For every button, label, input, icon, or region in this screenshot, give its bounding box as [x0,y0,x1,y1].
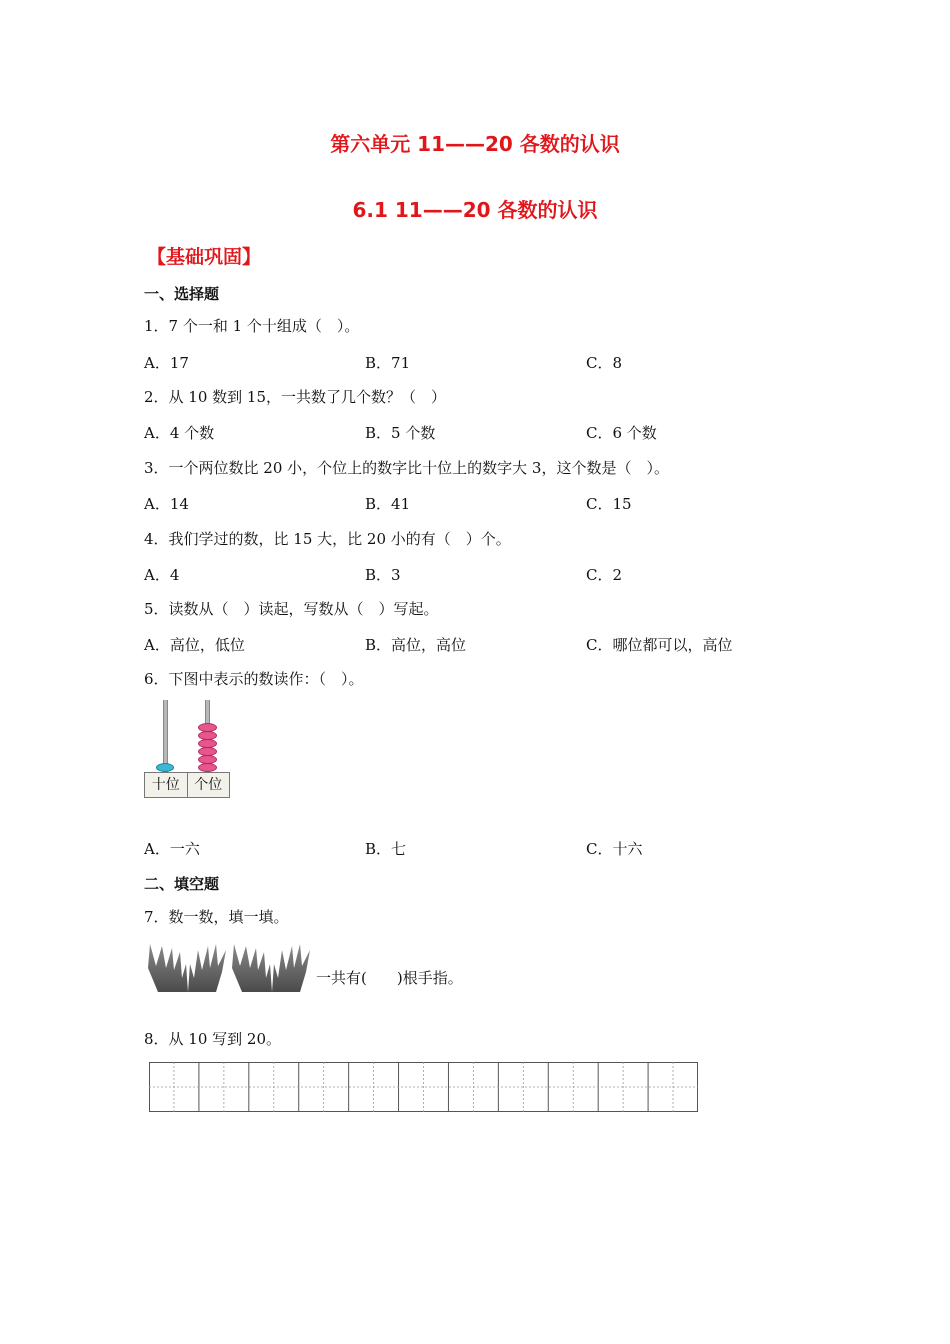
q1-option-c: C．8 [586,354,623,372]
q4-option-c: C．2 [586,566,623,584]
question-7: 7．数一数，填一填。 [144,908,289,926]
q1-option-a: A．17 [144,354,189,372]
q6-option-c: C．十六 [586,840,643,858]
ones-bead [198,755,217,764]
abacus-figure [144,700,230,798]
question-8: 8．从 10 写到 20。 [144,1030,282,1048]
q2-option-b: B．5 个数 [365,424,436,442]
q4-option-b: B．3 [365,566,401,584]
page-subtitle: 6.1 11——20 各数的认识 [352,198,598,222]
ones-bead [198,723,217,732]
q3-option-b: B．41 [365,495,411,513]
question-6: 6．下图中表示的数读作：（ ）。 [144,670,364,688]
question-4: 4．我们学过的数，比 15 大，比 20 小的有（ ）个。 [144,530,511,548]
question-7-answer-line: 一共有( )根手指。 [316,969,463,987]
q3-option-a: A．14 [144,495,189,513]
section-label: 【基础巩固】 [147,246,262,268]
hands-image [144,938,314,994]
q5-option-a: A．高位，低位 [144,636,245,654]
part2-heading: 二、填空题 [144,875,220,893]
tens-bead [156,763,174,772]
page-title: 第六单元 11——20 各数的认识 [330,132,620,156]
question-2: 2．从 10 数到 15，一共数了几个数？（ ） [144,388,447,406]
question-3: 3．一个两位数比 20 小，个位上的数字比十位上的数字大 3，这个数是（ ）。 [144,459,669,477]
abacus-base [144,772,230,798]
q4-option-a: A．4 [144,566,180,584]
q2-option-c: C．6 个数 [586,424,657,442]
q2-option-a: A．4 个数 [144,424,215,442]
question-1: 1．7 个一和 1 个十组成（ ）。 [144,317,360,335]
q6-option-a: A．一六 [144,840,200,858]
q5-option-c: C．哪位都可以，高位 [586,636,733,654]
question-5: 5．读数从（ ）读起，写数从（ ）写起。 [144,600,439,618]
writing-grid [149,1062,698,1112]
tens-label: 十位 [145,773,188,797]
q6-option-b: B．七 [365,840,407,858]
part1-heading: 一、选择题 [144,285,220,303]
writing-grid-svg [149,1062,698,1112]
ones-bead [198,739,217,748]
q1-option-b: B．71 [365,354,411,372]
ones-bead [198,747,217,756]
ones-bead [198,731,217,740]
q5-option-b: B．高位，高位 [365,636,467,654]
hands-icon [144,938,314,994]
q3-option-c: C．15 [586,495,632,513]
tens-rod [163,700,168,772]
ones-label: 个位 [194,777,223,793]
ones-bead [198,763,217,772]
